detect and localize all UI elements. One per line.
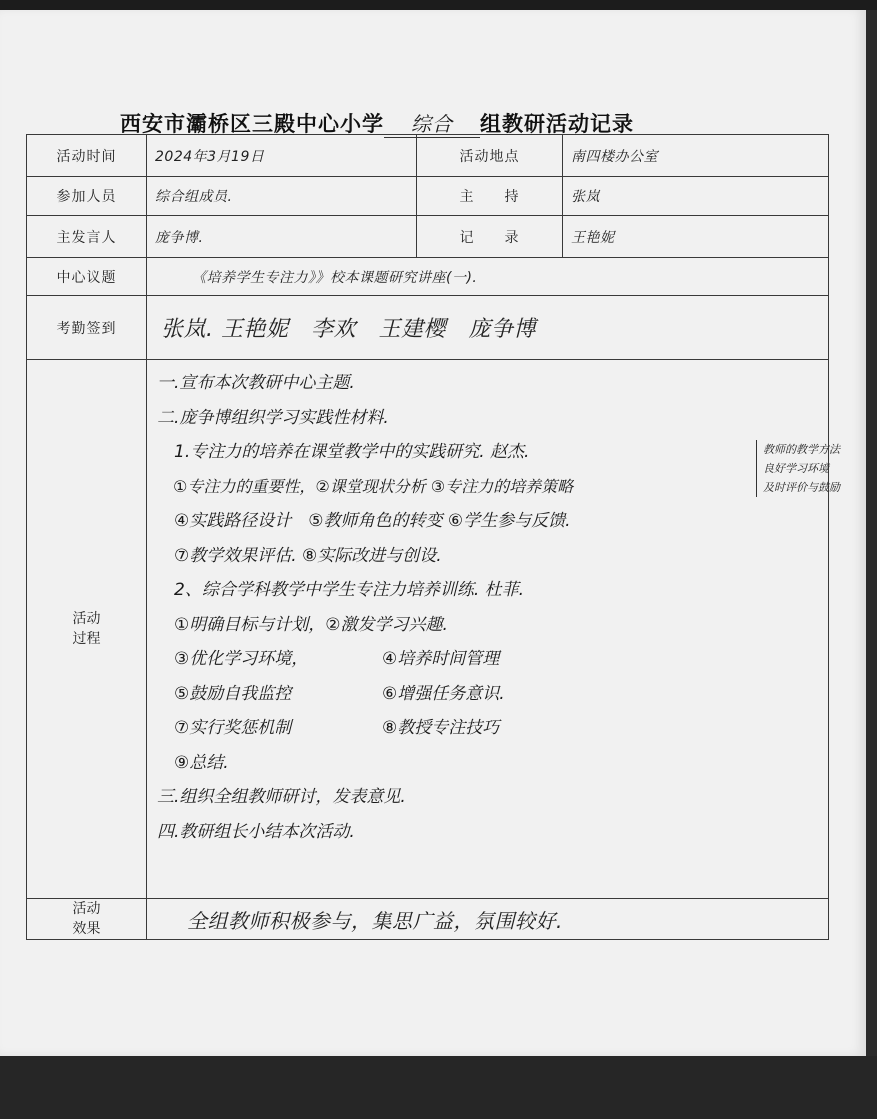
- host-value: 张岚: [563, 177, 829, 216]
- row-topic: [27, 258, 829, 296]
- process-content: [147, 360, 829, 899]
- topic-label: 中心议题: [27, 258, 147, 296]
- attendance-label: 考勤签到: [27, 296, 147, 360]
- process-line: 四.教研组长小结本次活动.: [157, 821, 355, 842]
- process-pair: ⑦实行奖惩机制 ⑧教授专注技巧: [157, 718, 500, 738]
- effect-label: 活动 效果: [27, 899, 147, 940]
- margin-note: 教师的教学方法 良好学习环境 及时评价与鼓励: [756, 440, 877, 497]
- speaker-value: 庞争博.: [147, 216, 417, 258]
- process-line: ④实践路径设计 ⑤教师角色的转变 ⑥学生参与反馈.: [157, 511, 571, 531]
- host-label: 主 持: [417, 177, 563, 216]
- process-line: ①专注力的重要性，②课堂现状分析 ③专注力的培养策略: [157, 476, 574, 496]
- process-line: ⑦教学效果评估. ⑧实际改进与创设.: [157, 545, 442, 566]
- topic-value: 《培养学生专注力》》校本课题研究讲座(一).: [147, 258, 829, 296]
- row-time-place: [27, 135, 829, 177]
- school-name: 西安市灞桥区三殿中心小学: [120, 111, 384, 136]
- process-pair: ⑤鼓励自我监控 ⑥增强任务意识.: [157, 683, 505, 704]
- participants-label: 参加人员: [27, 177, 147, 216]
- record-table: [26, 134, 829, 940]
- top-edge: [0, 0, 877, 10]
- speaker-label: 主发言人: [27, 216, 147, 258]
- participants-value: 综合组成员.: [147, 177, 417, 216]
- process-line: ①明确目标与计划，②激发学习兴趣.: [157, 614, 448, 635]
- place-value: 南四楼办公室: [563, 135, 829, 177]
- time-value: 2024年3月19日: [147, 135, 417, 177]
- row-participants-host: [27, 177, 829, 216]
- process-line: ⑨总结.: [157, 752, 229, 773]
- row-speaker-recorder: [27, 216, 829, 258]
- attendance-value: 张岚. 王艳妮 李欢 王建樱 庞争博: [147, 296, 829, 360]
- group-name: 综合: [384, 108, 480, 138]
- process-line: 一.宣布本次教研中心主题.: [157, 373, 355, 393]
- bottom-edge: [0, 1056, 877, 1119]
- recorder-value: 王艳妮: [563, 216, 829, 258]
- row-process: [27, 360, 829, 899]
- row-effect: [27, 899, 829, 940]
- process-pair: ③优化学习环境， ④培养时间管理: [157, 649, 500, 669]
- title-suffix: 组教研活动记录: [480, 111, 634, 136]
- process-line: 1.专注力的培养在课堂教学中的实践研究. 赵杰.: [157, 442, 530, 462]
- process-label: 活动 过程: [27, 360, 147, 899]
- place-label: 活动地点: [417, 135, 563, 177]
- process-line: 2、综合学科教学中学生专注力培养训练. 杜菲.: [157, 580, 525, 600]
- recorder-label: 记 录: [417, 216, 563, 258]
- time-label: 活动时间: [27, 135, 147, 177]
- row-attendance: [27, 296, 829, 360]
- effect-value: 全组教师积极参与，集思广益，氛围较好.: [147, 899, 829, 940]
- process-line: 二.庞争博组织学习实践性材料.: [157, 407, 389, 428]
- process-line: 三.组织全组教师研讨，发表意见.: [157, 787, 406, 807]
